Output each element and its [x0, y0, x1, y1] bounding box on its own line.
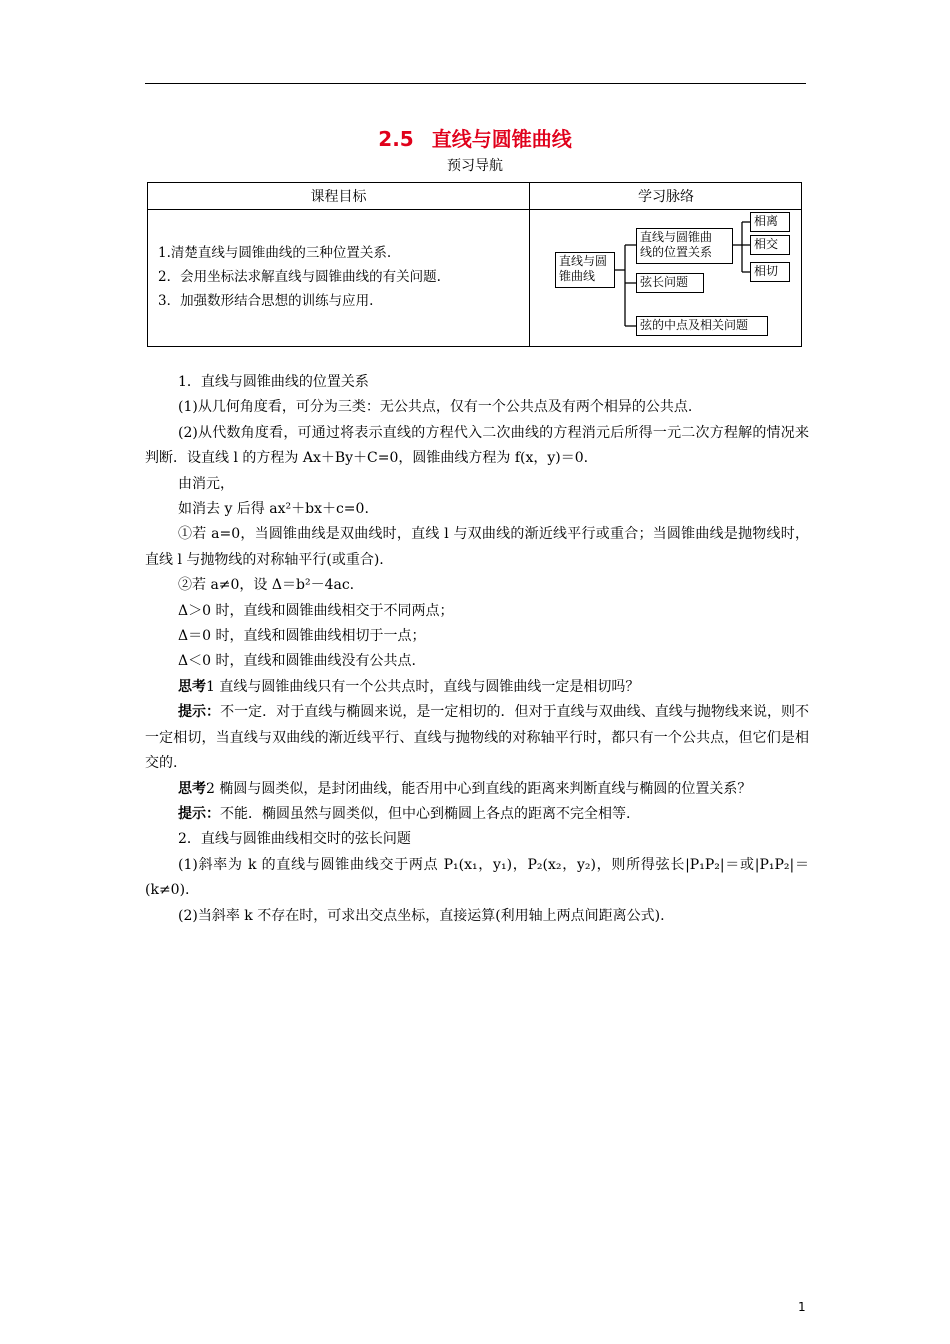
- diagram-branch-line: 线的位置关系: [640, 245, 713, 259]
- hint-label: 提示：: [178, 805, 220, 822]
- paragraph: (1)从几何角度看，可分为三类：无公共点，仅有一个公共点及有两个相异的公共点.: [178, 399, 693, 416]
- overview-table: [147, 182, 802, 347]
- paragraph: (2)从代数角度看，可通过将表示直线的方程代入二次曲线的方程消元后所得一元二次方程解的情况来判断．设直线 l 的方程为 Ax＋By＋C=0，圆锥曲线方程为 f(x，y)＝0.: [145, 424, 809, 467]
- hint-label: 提示：: [178, 704, 221, 721]
- paragraph: ①若 a=0，当圆锥曲线是双曲线时，直线 l 与双曲线的渐近线平行或重合；当圆锥曲线是抛物线时，直线 l 与抛物线的对称轴平行(或重合).: [145, 526, 809, 568]
- diagram-leaf-tangent: 相切: [750, 262, 790, 282]
- hint-2: [145, 802, 809, 827]
- diagram-branch-line: 直线与圆锥曲: [640, 230, 713, 244]
- main-content: [145, 370, 809, 929]
- outline-diagram: [530, 210, 802, 347]
- goal-item: 3．加强数形结合思想的训练与应用.: [158, 293, 374, 309]
- goal-item: 2．会用坐标法求解直线与圆锥曲线的有关问题.: [158, 269, 441, 285]
- hint-text: 不能．椭圆虽然与圆类似，但中心到椭圆上各点的距离不完全相等.: [220, 805, 631, 822]
- section-number: 2.5: [378, 127, 414, 151]
- header-rule: [145, 83, 806, 84]
- think-1: [145, 675, 809, 700]
- paragraph: 由消元，: [178, 475, 234, 492]
- col-header-outline: 学习脉络: [638, 189, 694, 205]
- goals-list: [158, 241, 441, 313]
- think-text: 1 直线与圆锥曲线只有一个公共点时，直线与圆锥曲线一定是相切吗？: [206, 678, 640, 695]
- think-2: [145, 777, 809, 802]
- diagram-position-relation: [636, 228, 733, 264]
- paragraph: Δ＞0 时，直线和圆锥曲线相交于不同两点；: [178, 602, 454, 619]
- section1-heading: 1．直线与圆锥曲线的位置关系: [178, 374, 369, 390]
- paragraph: (2)当斜率 k 不存在时，可求出交点坐标，直接运算(利用轴上两点间距离公式).: [178, 907, 665, 924]
- diagram-leaf-intersect: 相交: [750, 235, 790, 255]
- goal-item: 1.清楚直线与圆锥曲线的三种位置关系.: [158, 245, 392, 261]
- paragraph: Δ＝0 时，直线和圆锥曲线相切于一点；: [178, 628, 426, 645]
- paragraph: ②若 a≠0，设 Δ＝b²－4ac.: [178, 577, 355, 594]
- diagram-chord-midpoint: 弦的中点及相关问题: [636, 316, 768, 336]
- diagram-root-line: 锥曲线: [559, 269, 596, 283]
- paragraph: 如消去 y 后得 ax²＋bx＋c=0.: [178, 501, 369, 518]
- diagram-chord-length: 弦长问题: [636, 273, 704, 293]
- section-title: [0, 123, 950, 152]
- paragraph: Δ＜0 时，直线和圆锥曲线没有公共点.: [178, 653, 416, 670]
- diagram-leaf-separate: 相离: [750, 212, 790, 232]
- think-label: 思考: [178, 678, 206, 695]
- think-label: 思考: [178, 780, 206, 797]
- diagram-root: [555, 252, 615, 288]
- subtitle: 预习导航: [447, 158, 503, 174]
- page-number: 1: [798, 1300, 806, 1314]
- col-header-goals: 课程目标: [310, 189, 367, 205]
- section-title-text: 直线与圆锥曲线: [431, 127, 572, 151]
- paragraph: (1)斜率为 k 的直线与圆锥曲线交于两点 P₁(x₁，y₁)，P₂(x₂，y₂)，则所得弦长|P₁P₂|＝或|P₁P₂|＝(k≠0).: [145, 856, 809, 899]
- hint-1: [145, 700, 809, 776]
- think-text: 2 椭圆与圆类似，是封闭曲线，能否用中心到直线的距离来判断直线与椭圆的位置关系？: [206, 780, 752, 797]
- hint-text: 不一定．对于直线与椭圆来说，是一定相切的．但对于直线与双曲线、直线与抛物线来说，则不一定相切，当直线与双曲线的渐近线平行、直线与抛物线的对称轴平行时，都只有一个公共点，但它们是相交的.: [145, 704, 810, 772]
- section2-heading: 2．直线与圆锥曲线相交时的弦长问题: [178, 831, 411, 848]
- diagram-root-line: 直线与圆: [559, 254, 608, 268]
